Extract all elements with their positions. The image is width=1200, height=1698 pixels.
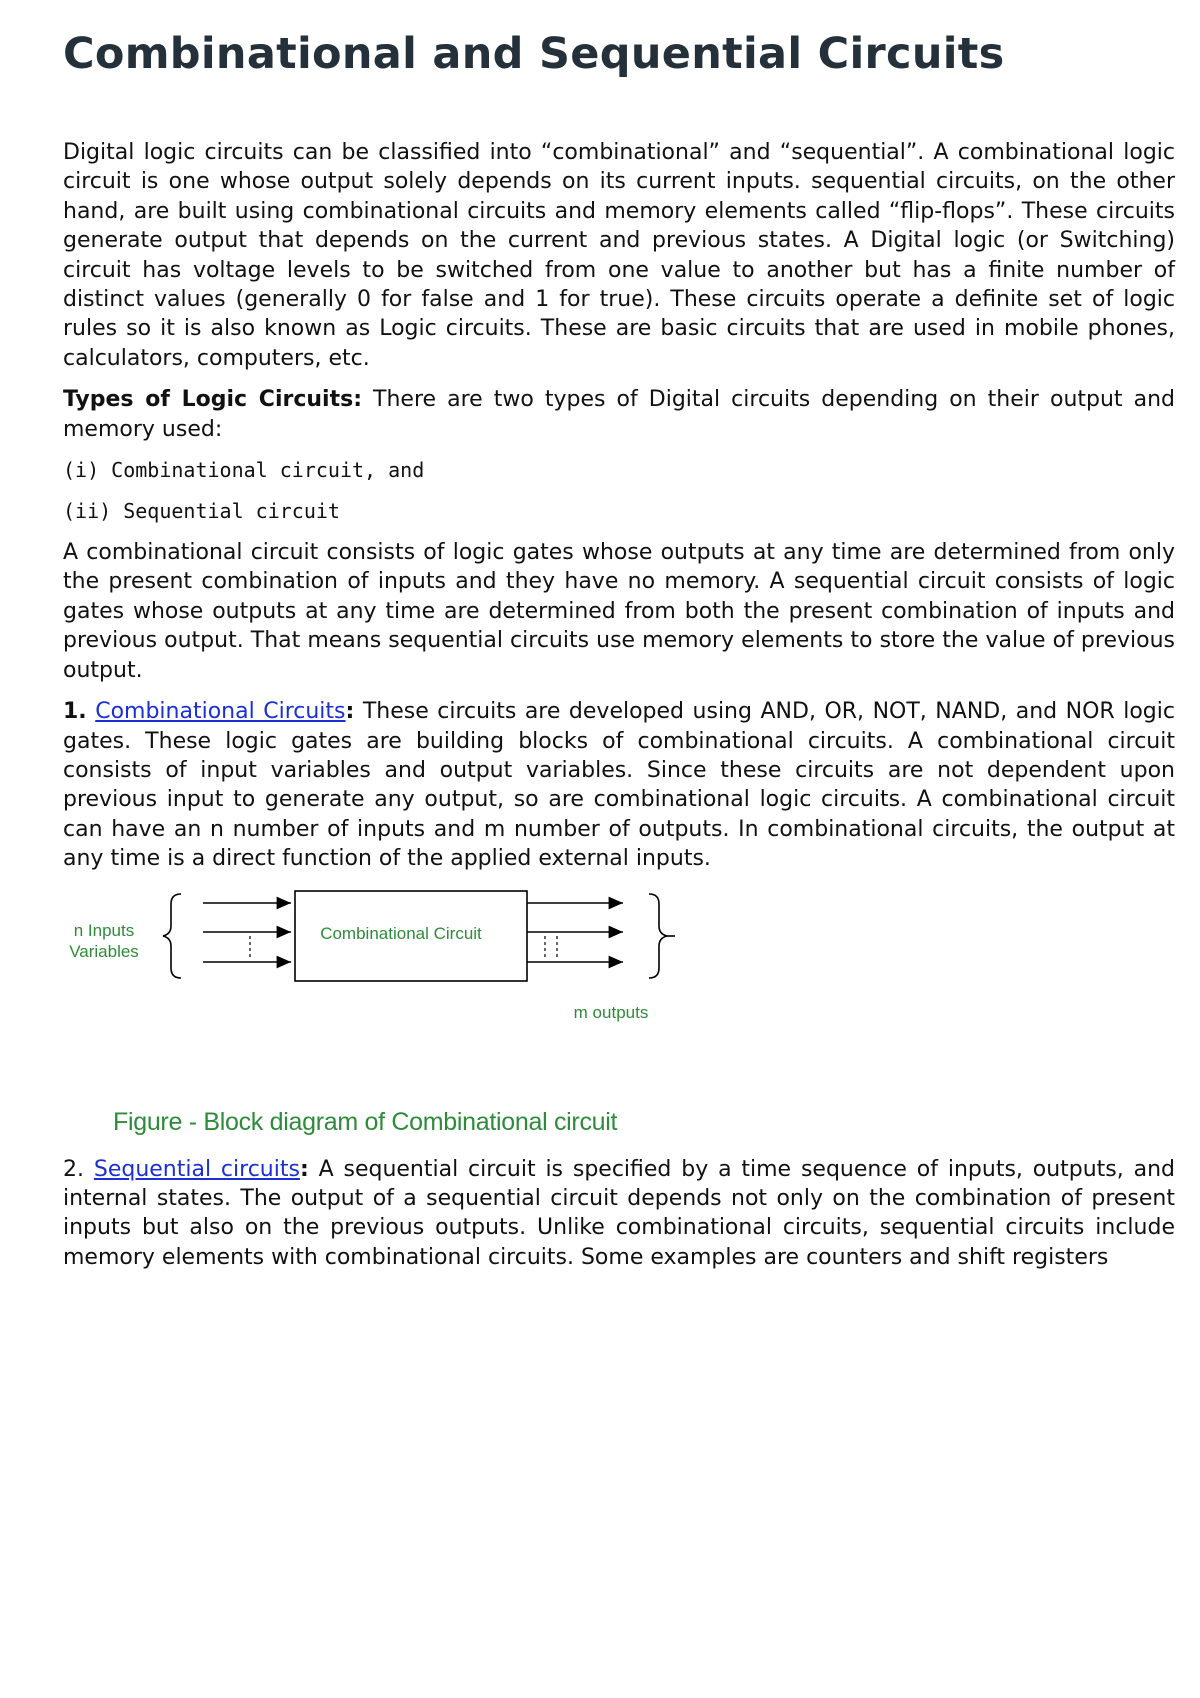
types-label: Types of Logic Circuits: xyxy=(63,387,362,413)
list-number: (ii) xyxy=(63,499,112,524)
types-paragraph xyxy=(63,385,1175,444)
input-label-line-1: n Inputs xyxy=(73,920,135,940)
list-item-combinational xyxy=(63,456,1175,485)
section-colon: : xyxy=(299,1156,309,1182)
combinational-block-diagram xyxy=(63,886,683,1136)
sequential-circuits-link[interactable]: Sequential circuits xyxy=(93,1156,300,1182)
block-diagram-svg xyxy=(63,886,683,1106)
page-title: Combinational and Sequential Circuits xyxy=(63,29,1005,79)
types-text: There are two types of Digital circuits depending on their output and memory used: xyxy=(63,387,1175,442)
section-number: 2. xyxy=(63,1156,84,1182)
list-text: Combinational circuit, and xyxy=(99,458,425,483)
list-text: Sequential circuit xyxy=(111,499,340,524)
document-page xyxy=(63,28,1175,1272)
sequential-section xyxy=(63,1155,1175,1273)
input-label-line-2: Variables xyxy=(69,941,139,961)
list-number: (i) xyxy=(63,458,100,483)
sequential-section-text: A sequential circuit is specified by a time sequence of inputs, outputs, and internal states. The output of a sequential circuit depends not only on the combination of present inputs but also on the previous outputs. Unlike combinational circuits, sequential circuits include memory elements with combinational circuits. Some examples are counters and shift registers xyxy=(63,1156,1175,1270)
list-item-sequential xyxy=(63,497,1175,526)
section-colon: : xyxy=(345,699,355,725)
explanation-paragraph: A combinational circuit consists of logic gates whose outputs at any time are determined from only the present combination of inputs and they have no memory. A sequential circuit consists of logic gates whose outputs at any time are determined from both the present combination of inputs and previous output. That means sequential circuits use memory elements to store the value of previous output. xyxy=(63,540,1175,683)
intro-paragraph: Digital logic circuits can be classified into “combinational” and “sequential”. A combinational logic circuit is one whose output solely depends on its current inputs. sequential circuits, on the other hand, are built using combinational circuits and memory elements called “flip-flops”. These circuits generate output that depends on the current and previous states. A Digital logic (or Switching) circuit has voltage levels to be switched from one value to another but has a finite number of distinct values (generally 0 for false and 1 for true). These circuits operate a definite set of logic rules so it is also known as Logic circuits. These are basic circuits that are used in mobile phones, calculators, computers, etc. xyxy=(63,140,1175,371)
combinational-section xyxy=(63,697,1175,873)
combinational-circuits-link[interactable]: Combinational Circuits xyxy=(95,699,346,725)
output-label: m outputs xyxy=(573,1002,649,1022)
input-brace xyxy=(163,894,181,978)
section-number: 1. xyxy=(63,699,87,725)
box-label: Combinational Circuit xyxy=(320,923,482,943)
combinational-section-text: These circuits are developed using AND, OR, NOT, NAND, and NOR logic gates. These logic gates are building blocks of combinational circuits. A combinational circuit consists of input variables and output variables. Since these circuits are not dependent upon previous input to generate any output, so are combinational logic circuits. A combinational circuit can have an n number of inputs and m number of outputs. In combinational circuits, the output at any time is a direct function of the applied external inputs. xyxy=(63,699,1175,872)
figure-caption: Figure - Block diagram of Combinational circuit xyxy=(113,1107,618,1136)
output-brace xyxy=(649,894,667,978)
